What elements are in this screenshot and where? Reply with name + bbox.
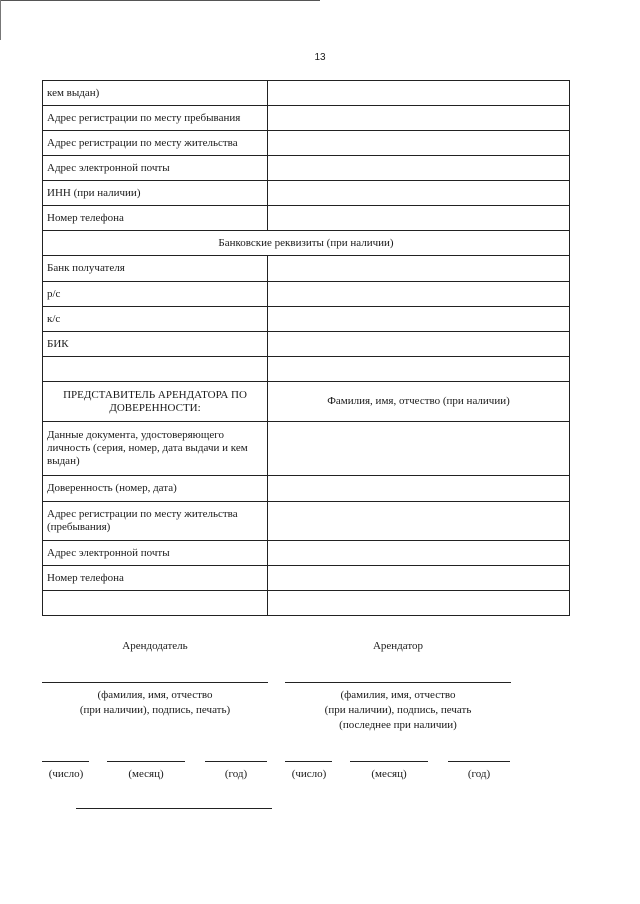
- page-number: 13: [314, 52, 326, 63]
- lease-form-table: [42, 80, 570, 616]
- empty-cell[interactable]: [43, 591, 268, 616]
- row-label: Банк получателя: [43, 256, 268, 282]
- row-value[interactable]: [268, 307, 570, 332]
- row-value[interactable]: [268, 282, 570, 307]
- empty-cell[interactable]: [268, 591, 570, 616]
- row-label: Номер телефона: [43, 206, 268, 231]
- tenant-year-line[interactable]: [448, 761, 510, 762]
- table-row: [43, 81, 570, 106]
- row-label: Доверенность (номер, дата): [43, 476, 268, 502]
- tenant-month-line[interactable]: [350, 761, 428, 762]
- row-value[interactable]: [268, 541, 570, 566]
- row-label: к/с: [43, 307, 268, 332]
- row-label: Адрес электронной почты: [43, 541, 268, 566]
- representative-header-row: [43, 382, 570, 422]
- table-row: [43, 332, 570, 357]
- table-row: [43, 206, 570, 231]
- tenant-year-label: (год): [467, 768, 491, 780]
- landlord-caption-line-2: (при наличии), подпись, печать): [79, 704, 231, 716]
- tenant-signature-line[interactable]: [285, 682, 511, 683]
- table-row: [43, 307, 570, 332]
- row-value[interactable]: [268, 106, 570, 131]
- tenant-caption: [285, 688, 511, 733]
- landlord-day-line[interactable]: [42, 761, 89, 762]
- row-value[interactable]: [268, 156, 570, 181]
- tenant-day-label: (число): [291, 768, 327, 780]
- table-row: [43, 181, 570, 206]
- row-label: Адрес регистрации по месту жительства (пребывания): [43, 502, 268, 541]
- representative-title: ПРЕДСТАВИТЕЛЬ АРЕНДАТОРА ПО ДОВЕРЕННОСТИ:: [43, 382, 268, 422]
- row-value[interactable]: [268, 206, 570, 231]
- row-label: Адрес регистрации по месту жительства: [43, 131, 268, 156]
- row-label: БИК: [43, 332, 268, 357]
- row-value[interactable]: [268, 131, 570, 156]
- row-label: Номер телефона: [43, 566, 268, 591]
- landlord-month-label: (месяц): [128, 768, 164, 780]
- row-label: Адрес электронной почты: [43, 156, 268, 181]
- tenant-caption-line-2: (при наличии), подпись, печать: [324, 704, 472, 716]
- table-row: [43, 502, 570, 541]
- landlord-year-label: (год): [224, 768, 248, 780]
- landlord-signature-line[interactable]: [42, 682, 268, 683]
- empty-cell[interactable]: [268, 357, 570, 382]
- tenant-day-line[interactable]: [285, 761, 332, 762]
- scan-artifact-top: [0, 0, 320, 1]
- row-value[interactable]: [268, 476, 570, 502]
- table-row: [43, 106, 570, 131]
- row-value[interactable]: [268, 502, 570, 541]
- landlord-caption: [42, 688, 268, 718]
- bottom-signature-line[interactable]: [76, 808, 272, 809]
- bank-section-row: [43, 231, 570, 256]
- tenant-month-label: (месяц): [371, 768, 407, 780]
- row-label: Данные документа, удостоверяющего личность (серия, номер, дата выдачи и кем выдан): [43, 422, 268, 476]
- landlord-year-line[interactable]: [205, 761, 267, 762]
- empty-cell[interactable]: [43, 357, 268, 382]
- empty-row: [43, 591, 570, 616]
- table-row: [43, 566, 570, 591]
- row-value[interactable]: [268, 181, 570, 206]
- table-row: [43, 156, 570, 181]
- empty-row: [43, 357, 570, 382]
- landlord-day-label: (число): [48, 768, 84, 780]
- row-value[interactable]: [268, 332, 570, 357]
- tenant-caption-line-1: (фамилия, имя, отчество: [340, 689, 456, 701]
- tenant-title: Арендатор: [372, 640, 424, 652]
- row-label: Адрес регистрации по месту пребывания: [43, 106, 268, 131]
- table-row: [43, 541, 570, 566]
- row-value[interactable]: [268, 422, 570, 476]
- row-value[interactable]: [268, 81, 570, 106]
- bank-section-title: Банковские реквизиты (при наличии): [43, 231, 570, 256]
- landlord-caption-line-1: (фамилия, имя, отчество: [97, 689, 213, 701]
- row-label: р/с: [43, 282, 268, 307]
- scan-artifact-edge: [0, 0, 1, 40]
- table-row: [43, 476, 570, 502]
- table-row: [43, 422, 570, 476]
- table-row: [43, 131, 570, 156]
- representative-fio-header: Фамилия, имя, отчество (при наличии): [268, 382, 570, 422]
- tenant-caption-line-3: (последнее при наличии): [339, 719, 457, 731]
- landlord-title: Арендодатель: [122, 640, 188, 652]
- row-value[interactable]: [268, 566, 570, 591]
- landlord-month-line[interactable]: [107, 761, 185, 762]
- table-row: [43, 256, 570, 282]
- row-label: ИНН (при наличии): [43, 181, 268, 206]
- row-value[interactable]: [268, 256, 570, 282]
- row-label: кем выдан): [43, 81, 268, 106]
- table-row: [43, 282, 570, 307]
